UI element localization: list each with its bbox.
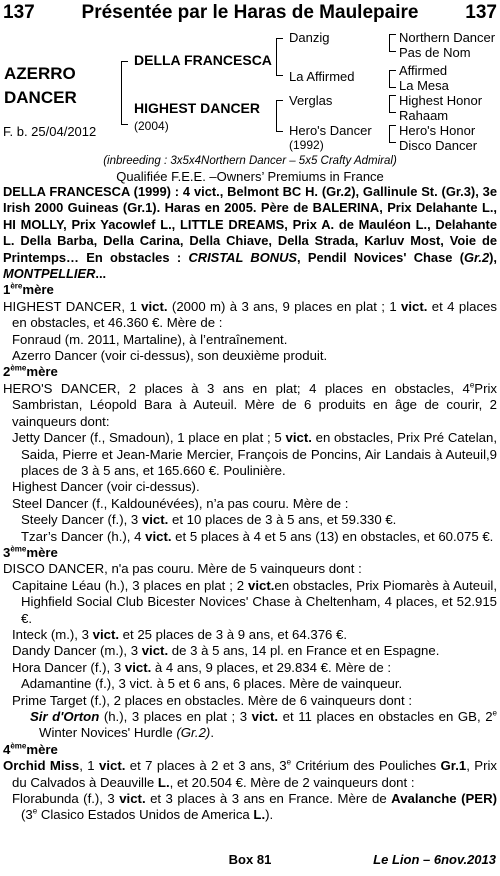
- bracket-sire: [276, 38, 283, 76]
- dam-dam-year: (1992): [289, 138, 324, 152]
- dam-sire: Verglas: [289, 93, 333, 108]
- dam-year: (2004): [134, 119, 169, 133]
- section-title-mere-3: 3èmemère: [3, 544, 58, 560]
- horse-name-line2: DANCER: [4, 88, 77, 107]
- mere-2-entry: HERO'S DANCER, 2 places à 3 ans en plat; 4 places en obstacles, 4ePrix Sambristan, Léopold Bara à Auteuil. Mère de 6 produits en âge de courir, 2 vainqueurs dont:: [3, 380, 497, 429]
- inbreeding-note: (inbreeding : 3x5x4Northern Dancer – 5x5 Crafty Admiral): [103, 155, 397, 167]
- sire-sire: Danzig: [289, 30, 330, 45]
- dam-name: HIGHEST DANCER: [134, 100, 261, 116]
- mere-2-child-2: Highest Dancer (voir ci-dessus).: [12, 479, 200, 495]
- horse-name-line1: AZERRO: [4, 64, 76, 83]
- gen4-5: Highest Honor: [399, 93, 483, 108]
- mere-3-entry: DISCO DANCER, n'a pas couru. Mère de 5 vainqueurs dont :: [3, 561, 362, 577]
- dam-dam: Hero's Dancer: [289, 123, 372, 138]
- sire-name: DELLA FRANCESCA: [134, 52, 272, 68]
- page-title: Présentée par le Haras de Maulepaire: [81, 2, 419, 23]
- main-text: [3, 184, 497, 824]
- gen4-1: Northern Dancer: [399, 30, 496, 45]
- section-title-mere-4: 4èmemère: [3, 741, 58, 757]
- sale-info: Le Lion – 6nov.2013: [373, 852, 496, 867]
- pedigree-table: [0, 26, 500, 156]
- sire-paragraph: DELLA FRANCESCA (1999) : 4 vict., Belmont BC H. (Gr.2), Gallinule St. (Gr.3), 3e Irish 2000 Guineas (Gr.1). Haras en 2005. Père de BALERINA, Prix Delahante L., HI MOLLY, Prix Yacowlef L., LITTLE DREAMS, Prix A. de Mauléon L., Delahante L. Della Barba, Della Carina, Della Chiave, Della Strada, Karluv Most, Voie de Printemps… En obstacles : CRISTAL BONUS, Pendil Novices' Chase (Gr.2), MONTPELLIER...: [3, 184, 497, 282]
- page-number-right: 137: [465, 2, 497, 23]
- mere-2-grandchild-1: Steely Dancer (f.), 3 vict. et 10 places de 3 à 5 ans, et 59.330 €.: [21, 512, 397, 528]
- qualification-note: Qualifiée F.E.E. –Owners’ Premiums in France: [116, 169, 384, 184]
- mere-2-grandchild-2: Tzar’s Dancer (h.), 4 vict. et 5 places à 4 et 5 ans (13) en obstacles, et 60.075 €.: [21, 528, 494, 544]
- page-footer: [0, 852, 500, 872]
- gen4-2: Pas de Nom: [399, 45, 471, 60]
- gen4-3: Affirmed: [399, 63, 448, 78]
- mere-3-child-1: Capitaine Léau (h.), 3 places en plat ; 2 vict.en obstacles, Prix Piomarès à Auteuil, Highfield Social Club Bicester Novices' Chase à Cheltenham, 4 places, et 52.915 €.: [12, 577, 497, 626]
- gen4-7: Hero's Honor: [399, 123, 476, 138]
- gen4-6: Rahaam: [399, 108, 449, 123]
- box-number: Box 81: [228, 852, 272, 867]
- mere-4-child-1: Florabunda (f.), 3 vict. et 3 places à 3 ans en France. Mère de Avalanche (PER) (3e Clasico Estados Unidos de America L.).: [12, 791, 497, 823]
- mere-3-grandchild-2: Sir d'Orton (h.), 3 places en plat ; 3 vict. et 11 places en obstacles en GB, 2e Winter Novices' Hurdle (Gr.2).: [30, 708, 497, 741]
- section-title-mere-2: 2èmemère: [3, 364, 58, 380]
- mere-2-child-1: Jetty Dancer (f., Smadoun), 1 place en plat ; 5 vict. en obstacles, Prix Pré Catelan, Saida, Pierre et Jean-Marie Mercier, François de Poncins, Air Landais à Auteuil,9 places de 3 à 5 ans, et 165.660 €. Poulinière.: [12, 430, 497, 478]
- bracket-g4-1: [389, 34, 396, 52]
- page-number-left: 137: [3, 2, 35, 23]
- bracket-dam: [276, 100, 283, 132]
- mere-2-child-3: Steel Dancer (f., Kaldounévées), n’a pas couru. Mère de :: [12, 495, 349, 511]
- birth-info: F. b. 25/04/2012: [3, 124, 97, 139]
- gen4-4: La Mesa: [399, 78, 449, 93]
- sire-dam: La Affirmed: [289, 69, 355, 84]
- bracket-gen1: [121, 61, 128, 125]
- mere-4-entry: Orchid Miss, 1 vict. et 7 places à 2 et 3 ans, 3e Critérium des Pouliches Gr.1, Prix du Calvados à Deauville L., et 20.504 €. Mère de 2 vainqueurs dont :: [3, 757, 497, 790]
- bracket-g4-2: [389, 70, 396, 88]
- mere-3-child-3: Dandy Dancer (m.), 3 vict. de 3 à 5 ans, 14 pl. en France et en Espagne.: [12, 643, 440, 659]
- bracket-g4-4: [389, 125, 396, 143]
- mere-3-child-2: Inteck (m.), 3 vict. et 25 places de 3 à 9 ans, et 64.376 €.: [12, 626, 348, 642]
- mere-1-entry: HIGHEST DANCER, 1 vict. (2000 m) à 3 ans, 9 places en plat ; 1 vict. et 4 places en obstacles, et 46.360 €. Mère de :: [3, 298, 497, 331]
- page-header: [3, 2, 497, 24]
- mere-3-grandchild-1: Adamantine (f.), 3 vict. à 5 et 6 ans, 6 places. Mère de vainqueur.: [21, 676, 403, 692]
- mere-1-child-1: Fonraud (m. 2011, Martaline), à l’entraînement.: [12, 331, 288, 347]
- gen4-8: Disco Dancer: [399, 138, 478, 153]
- bracket-g4-3: [389, 95, 396, 113]
- section-title-mere-1: 1èremère: [3, 282, 54, 298]
- mere-1-child-2: Azerro Dancer (voir ci-dessus), son deuxième produit.: [12, 348, 328, 364]
- mere-3-child-4: Hora Dancer (f.), 3 vict. à 4 ans, 9 places, et 29.834 €. Mère de :: [12, 659, 391, 675]
- mere-3-child-5: Prime Target (f.), 2 places en obstacles. Mère de 6 vainqueurs dont :: [12, 692, 412, 708]
